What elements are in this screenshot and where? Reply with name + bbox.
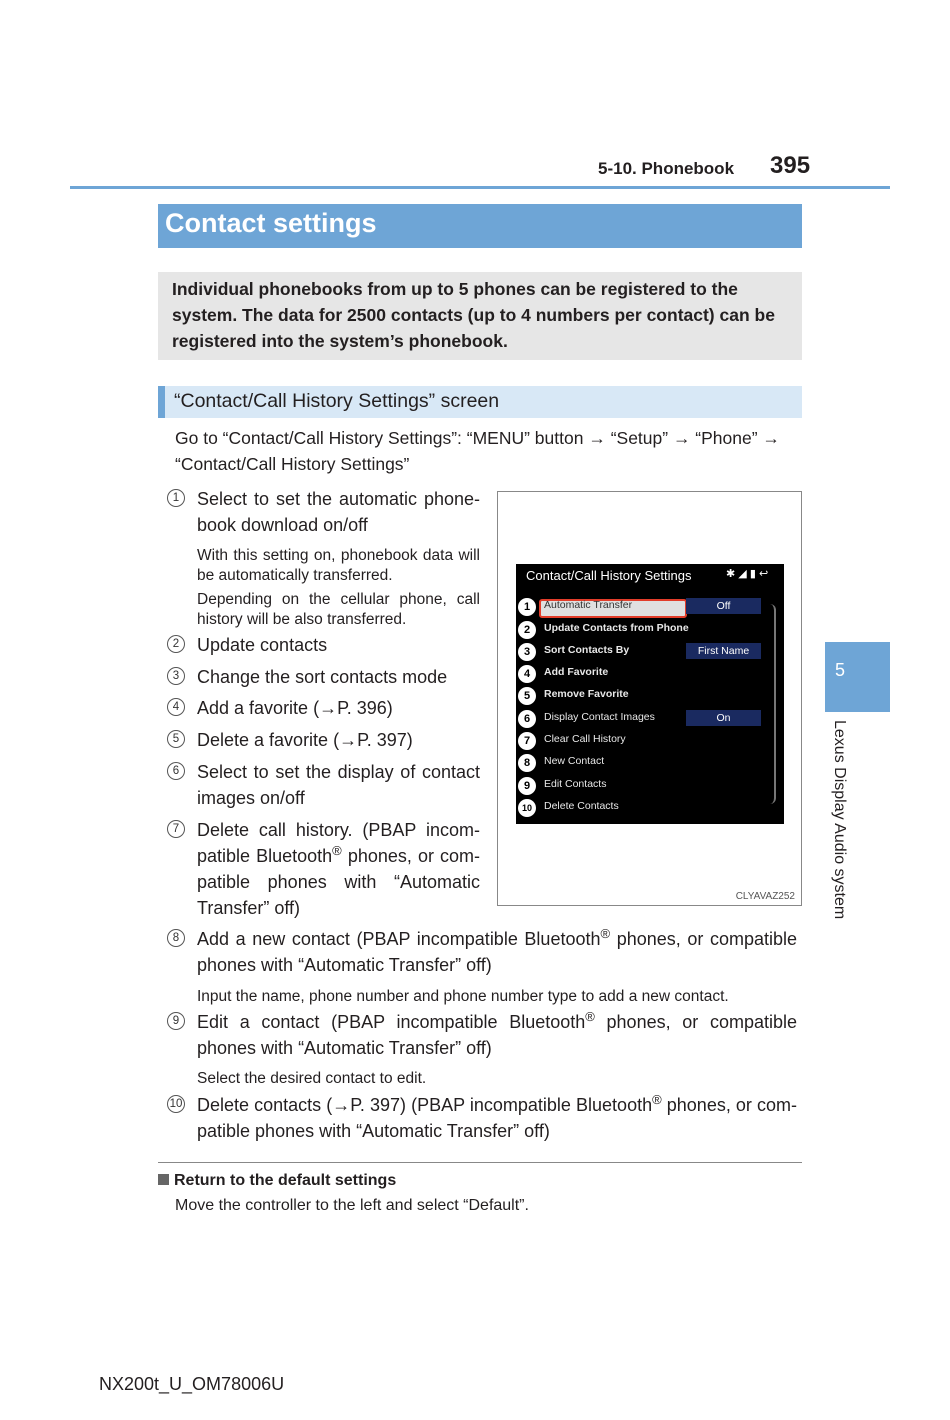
- item-number: 1: [167, 489, 185, 507]
- chapter-tab: [825, 642, 890, 712]
- row-label: Delete Contacts: [544, 800, 619, 812]
- square-bullet-icon: [158, 1174, 169, 1185]
- row-number: 9: [518, 777, 536, 795]
- registered-mark: ®: [585, 1009, 595, 1024]
- item-text-part: phones, or com-patible phones with “Automatic Transfer” off): [197, 1095, 797, 1141]
- screen-row: [518, 685, 768, 707]
- item-text: Update contacts: [197, 635, 328, 655]
- subheading: “Contact/Call History Settings” screen: [174, 390, 500, 412]
- row-label: Update Contacts from Phone: [544, 622, 689, 634]
- item-text: Add a favorite (→P. 396): [197, 698, 393, 718]
- item-text-part: Add a new contact (PBAP incompatible Bluetooth: [197, 929, 601, 949]
- screen-row: [518, 708, 768, 730]
- row-value: On: [686, 710, 761, 726]
- default-settings-title-text: Return to the default settings: [174, 1172, 397, 1189]
- screen-row: [518, 775, 768, 797]
- signal-icon: ◢: [738, 568, 747, 580]
- chapter-label-text: Lexus Display Audio system: [831, 720, 848, 920]
- row-label: Clear Call History: [544, 733, 626, 745]
- item-number: 6: [167, 762, 185, 780]
- image-code: CLYAVAZ252: [735, 891, 795, 902]
- item-text-part: phones, or compatible phones with “Automatic Transfer” off): [197, 929, 797, 975]
- row-label: New Contact: [544, 755, 605, 767]
- screen-row: [518, 641, 768, 663]
- row-number: 5: [518, 687, 536, 705]
- item-number: 10: [167, 1095, 185, 1113]
- item-text: Select to set the display of contact images on/off: [197, 762, 480, 808]
- row-label: Edit Contacts: [544, 778, 607, 790]
- screen-image: [497, 491, 802, 906]
- note-text: With this setting on, phonebook data will be automatically transferred.: [197, 547, 480, 584]
- screen-row: [518, 752, 768, 774]
- item-number: 3: [167, 667, 185, 685]
- screen-row: [518, 797, 768, 819]
- row-value: Off: [686, 598, 761, 614]
- item-text-part: phones, or compatible phones with “Automatic Transfer” off): [197, 1012, 797, 1058]
- item-number: 2: [167, 635, 185, 653]
- row-number: 7: [518, 732, 536, 750]
- item-text: [197, 817, 480, 921]
- item-text: Change the sort contacts mode: [197, 667, 448, 687]
- item-number: 8: [167, 929, 185, 947]
- item-text-part: phones, or com-patible phones with “Automatic Transfer” off): [197, 846, 481, 918]
- default-settings-body: Move the controller to the left and select “Default”.: [175, 1197, 529, 1214]
- note-text: Input the name, phone number and phone number type to add a new contact.: [197, 988, 729, 1005]
- intro-box: [158, 272, 802, 360]
- subheading-bar: [158, 386, 802, 418]
- header-rule: [70, 186, 890, 189]
- footer-code: NX200t_U_OM78006U: [99, 1374, 285, 1394]
- item-number: 9: [167, 1012, 185, 1030]
- screen-row: [518, 663, 768, 685]
- row-label: Display Contact Images: [544, 711, 655, 723]
- row-number: 1: [518, 598, 536, 616]
- note-text: Select the desired contact to edit.: [197, 1070, 427, 1087]
- title-bar: [158, 204, 802, 248]
- screen-row: [518, 596, 768, 618]
- row-label: Automatic Transfer: [544, 599, 633, 611]
- row-number: 2: [518, 621, 536, 639]
- back-icon: ↩: [758, 568, 769, 580]
- row-number: 6: [518, 710, 536, 728]
- registered-mark: ®: [600, 926, 611, 941]
- row-value: First Name: [686, 643, 761, 659]
- scroll-arc: [770, 604, 776, 804]
- row-number: 3: [518, 643, 536, 661]
- screen-display: [516, 564, 784, 824]
- battery-icon: ▮: [749, 568, 756, 580]
- item-text-part: Edit a contact (PBAP incompatible Bluetooth: [197, 1012, 586, 1032]
- subheading-accent: [158, 386, 165, 418]
- item-number: 5: [167, 730, 185, 748]
- default-settings-title: [158, 1172, 396, 1190]
- chapter-label: [830, 720, 850, 935]
- item-number: 4: [167, 698, 185, 716]
- item-text: [197, 926, 797, 978]
- row-label: Add Favorite: [544, 666, 609, 678]
- navigation-path: Go to “Contact/Call History Settings”: “MENU” button → “Setup” → “Phone” → “Contact/Call History Settings”: [175, 428, 780, 474]
- row-label: Sort Contacts By: [544, 644, 630, 656]
- screen-title: Contact/Call History Settings: [526, 568, 692, 583]
- screen-row: [518, 730, 768, 752]
- row-label: Remove Favorite: [544, 688, 629, 700]
- screen-row: [518, 619, 768, 641]
- section-divider: [158, 1162, 802, 1163]
- registered-mark: ®: [332, 843, 342, 858]
- chapter-number: 5: [834, 660, 845, 680]
- status-icons: [726, 567, 768, 580]
- section-header: 5-10. Phonebook: [598, 159, 735, 178]
- item-text-part: Delete call history. (PBAP incom-patible Bluetooth: [197, 820, 480, 866]
- item-text: Delete a favorite (→P. 397): [197, 730, 413, 750]
- item-number: 7: [167, 820, 185, 838]
- row-number: 10: [518, 799, 536, 817]
- page-number: 395: [770, 152, 811, 179]
- item-text: [197, 1092, 797, 1144]
- item-text: Select to set the automatic phone-book download on/off: [197, 489, 480, 535]
- row-number: 4: [518, 665, 536, 683]
- page-title: Contact settings: [165, 208, 377, 238]
- registered-mark: ®: [652, 1092, 662, 1107]
- item-text-part: Delete contacts (→P. 397) (PBAP incompatible Bluetooth: [197, 1095, 653, 1115]
- bluetooth-icon: ✱: [726, 568, 736, 580]
- item-text: [197, 1009, 797, 1061]
- row-number: 8: [518, 754, 536, 772]
- note-text: Depending on the cellular phone, call history will be also transferred.: [197, 591, 480, 628]
- intro-text: Individual phonebooks from up to 5 phones can be registered to the system. The data for 2500 contacts (up to 4 numbers per contact) can be registered into the system’s phonebook.: [172, 279, 775, 351]
